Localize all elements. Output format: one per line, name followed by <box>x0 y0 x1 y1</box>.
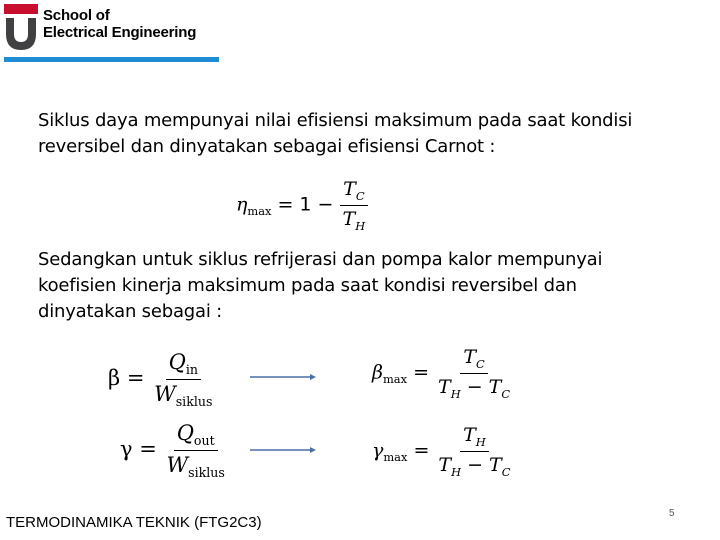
denominator-t2: T <box>489 453 502 476</box>
numerator: Q <box>168 350 186 374</box>
equation-gamma <box>120 421 228 480</box>
denominator: W <box>154 382 176 407</box>
minus-sign: − <box>460 375 489 398</box>
school-logo <box>4 4 219 60</box>
numerator-sub: H <box>475 434 486 449</box>
gamma-symbol: γ <box>372 439 384 462</box>
denominator-sub1: H <box>450 386 461 401</box>
beta-symbol: β <box>372 361 383 384</box>
eta-symbol: η <box>236 193 248 216</box>
equation-beta <box>108 350 215 409</box>
numerator: T <box>343 178 356 200</box>
numerator-sub: in <box>185 362 198 378</box>
fraction-tc-th-minus-tc <box>435 346 513 401</box>
logo-line-1: School of <box>43 7 110 24</box>
fraction-qin-w <box>151 350 215 409</box>
beta-lhs: β = <box>108 366 145 391</box>
numerator-sub: C <box>355 188 365 203</box>
denominator-t1: T <box>438 375 451 398</box>
equals-sign: = <box>413 439 430 462</box>
numerator: T <box>463 346 477 368</box>
numerator: Q <box>176 421 194 445</box>
paragraph-cop: Sedangkan untuk siklus refrijerasi dan pompa kalor mempunyai koefisien kinerja maksimum pada saat kondisi reversibel dan dinyatakan sebagai : <box>38 249 603 322</box>
equation-gamma-max <box>372 424 513 479</box>
eta-subscript: max <box>247 204 272 219</box>
paragraph-carnot: Siklus daya mempunyai nilai efisiensi maksimum pada saat kondisi reversibel dan dinyatakan sebagai efisiensi Carnot : <box>38 110 633 157</box>
denominator-sub2: C <box>501 464 511 479</box>
denominator-sub: siklus <box>175 394 213 410</box>
course-footer: TERMODINAMIKA TEKNIK (FTG2C3) <box>6 514 262 531</box>
denominator-t2: T <box>488 375 502 398</box>
beta-subscript: max <box>382 372 408 387</box>
fraction-th-th-minus-tc <box>435 424 513 479</box>
denominator: W <box>166 453 189 478</box>
numerator: T <box>463 424 476 446</box>
denominator: T <box>342 207 356 230</box>
denominator-sub: H <box>355 218 366 233</box>
minus-sign: − <box>461 453 490 476</box>
denominator-t1: T <box>438 453 452 476</box>
page-number: 5 <box>669 508 675 519</box>
equation-beta-max <box>372 346 513 401</box>
equals-sign: = <box>413 361 429 384</box>
denominator-sub1: H <box>451 464 462 479</box>
fraction-qout-w <box>164 421 228 480</box>
gamma-lhs: γ = <box>120 437 157 462</box>
equation-carnot <box>236 178 368 233</box>
fraction-tc-th <box>340 178 369 233</box>
logo-underline <box>4 57 219 62</box>
arrow-right-icon <box>250 372 316 382</box>
denominator-sub2: C <box>501 386 511 401</box>
gamma-subscript: max <box>383 450 408 465</box>
logo-line-2: Electrical Engineering <box>43 24 197 41</box>
one-minus: = 1 − <box>277 193 334 216</box>
university-mark-icon <box>4 4 38 50</box>
numerator-sub: C <box>476 356 485 371</box>
numerator-sub: out <box>193 433 215 449</box>
denominator-sub: siklus <box>188 465 225 481</box>
arrow-right-icon <box>250 445 316 455</box>
